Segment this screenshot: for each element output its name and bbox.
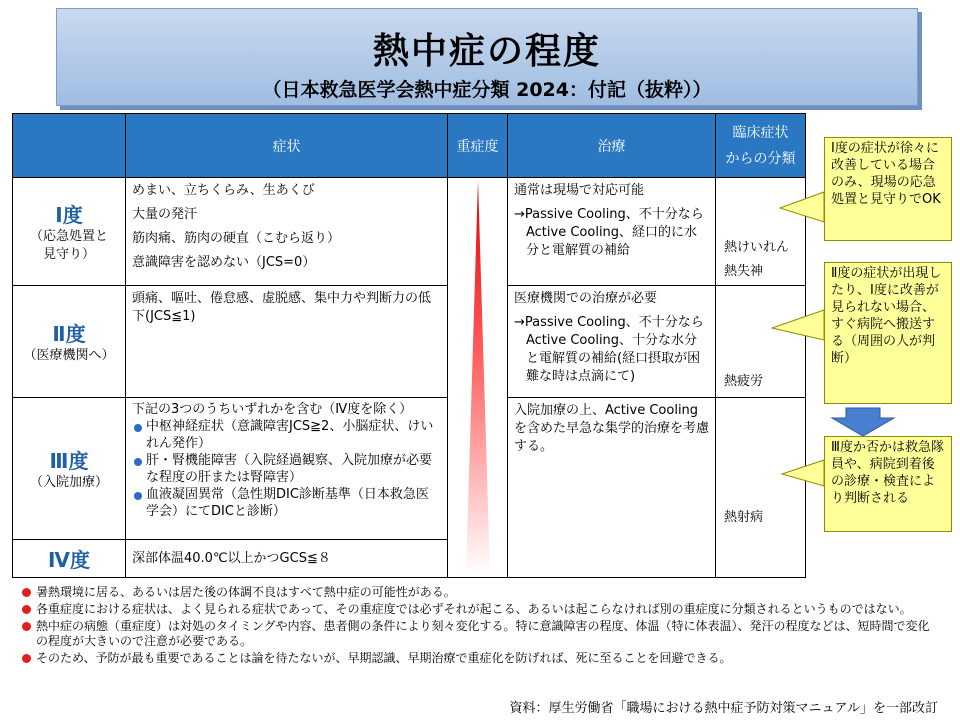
- note-item: 各重症度における症状は、よく見られる症状であって、その重症度では必ずそれが起こる、あるいは起こらなければ別の重症度に分類されるというものではない。: [20, 602, 940, 617]
- grade1-clinical-1: 熱けいれん: [724, 240, 790, 255]
- grade3-bullet: 肝・腎機能障害（入院経過観察、入院加療が必要な程度の肝または腎障害）: [132, 452, 441, 486]
- grade3-treatment-text: 入院加療の上、Active Coolingを含めた早急な集学的治療を考慮する。: [514, 403, 710, 454]
- table-row-grade2: [13, 286, 806, 398]
- grade1-symptom: めまい、立ちくらみ、生あくび: [132, 183, 315, 198]
- callout-grade1: Ⅰ度の症状が徐々に改善している場合のみ、現場の応急処置と見守りでOK: [824, 137, 952, 241]
- grade2-cell: [13, 286, 126, 398]
- callout-grade3: Ⅲ度か否かは救急隊員や、病院到着後の診療・検査により判断される: [824, 436, 952, 532]
- table-row-grade3: [13, 398, 806, 540]
- grade2-treatment-2: →Passive Cooling、不十分ならActive Cooling、十分な水分と電解質の補給(経口摂取が困難な時は点滴にて): [514, 315, 704, 384]
- grade3-desc: （入院加療）: [29, 475, 108, 490]
- severity-indicator-cell: [448, 178, 508, 578]
- page-title: 熱中症の程度: [372, 31, 601, 72]
- grade2-treatment-1: 医療機関での治療が必要: [514, 291, 658, 306]
- header-severity: 重症度: [448, 114, 508, 178]
- grade3-cell: [13, 398, 126, 540]
- grade1-cell: [13, 178, 126, 286]
- grade1-treatment: [508, 178, 716, 286]
- notes-list: [20, 585, 940, 668]
- table-row-grade1: [13, 178, 806, 286]
- grade2-symptoms: [126, 286, 448, 398]
- header-treatment: 治療: [508, 114, 716, 178]
- grade1-symptoms: [126, 178, 448, 286]
- grade4-name: Ⅳ度: [48, 548, 90, 572]
- grade2-name: Ⅱ度: [52, 322, 86, 346]
- grade2-clinical-1: 熱疲労: [724, 374, 764, 389]
- header-grade: [13, 114, 126, 178]
- grade1-desc-1: （応急処置と: [29, 229, 108, 244]
- page-subtitle: （日本救急医学会熱中症分類 2024：付記（抜粋））: [262, 79, 712, 101]
- grade3-bullet: 血液凝固異常（急性期DIC診断基準（日本救急医学会）にてDICと診断）: [132, 486, 441, 520]
- grade1-desc-2: 見守り）: [42, 247, 95, 262]
- note-item: そのため、予防が最も重要であることは論を待たないが、早期認識、早期治療で重症化を防げれば、死に至ることを回避できる。: [20, 651, 940, 666]
- grade1-clinical-2: 熱失神: [724, 264, 764, 279]
- note-item: 熱中症の病態（重症度）は対処のタイミングや内容、患者側の条件により刻々変化する。特に意識障害の程度、体温（特に体表温）、発汗の程度などは、短時間で変化の程度が大きいので注意が必要である。: [20, 619, 940, 649]
- arrow-down-icon: [832, 408, 894, 436]
- grade4-cell: [13, 540, 126, 578]
- table-header-row: [13, 114, 806, 178]
- grade2-symptom: 頭痛、嘔吐、倦怠感、虚脱感、集中力や判断力の低下(JCS≦1): [132, 291, 432, 324]
- grade2-desc: （医療機関へ）: [23, 348, 115, 363]
- grade3-symptoms-intro: 下記の3つのうちいずれかを含む（Ⅳ度を除く）: [132, 402, 413, 417]
- grade3-name: Ⅲ度: [49, 449, 89, 473]
- grade4-symptoms: 深部体温40.0℃以上かつGCS≦８: [126, 540, 448, 578]
- grade3-symptoms: [126, 398, 448, 540]
- grade3-treatment: [508, 398, 716, 578]
- grade1-symptom: 意識障害を認めない（JCS=0）: [132, 255, 316, 270]
- grade2-treatment: [508, 286, 716, 398]
- callout-grade2: Ⅱ度の症状が出現したり、Ⅰ度に改善が見られない場合、すぐ病院へ搬送する（周囲の人が判断）: [824, 262, 952, 404]
- grade1-symptom: 筋肉痛、筋肉の硬直（こむら返り）: [132, 231, 341, 246]
- note-item: 暑熱環境に居る、あるいは居た後の体調不良はすべて熱中症の可能性がある。: [20, 585, 940, 600]
- grade1-name: Ⅰ度: [55, 203, 83, 227]
- grade3-clinical-1: 熱射病: [724, 510, 764, 525]
- grade1-treatment-1: 通常は現場で対応可能: [514, 183, 645, 198]
- source-citation: 資料：厚生労働省「職場における熱中症予防対策マニュアル」を一部改訂: [509, 701, 938, 716]
- header-symptoms: 症状: [126, 114, 448, 178]
- title-banner: [56, 8, 918, 106]
- grade1-symptom: 大量の発汗: [132, 207, 198, 222]
- heatstroke-severity-table: [12, 113, 806, 578]
- severity-gradient-icon: [448, 178, 508, 576]
- grade1-treatment-2: →Passive Cooling、不十分ならActive Cooling、経口的に水分と電解質の補給: [514, 207, 704, 258]
- grade3-bullet: 中枢神経症状（意識障害JCS≧2、小脳症状、けいれん発作）: [132, 418, 441, 452]
- header-clinical-line1: 臨床症状: [732, 124, 789, 141]
- header-clinical-line2: からの分類: [725, 150, 796, 167]
